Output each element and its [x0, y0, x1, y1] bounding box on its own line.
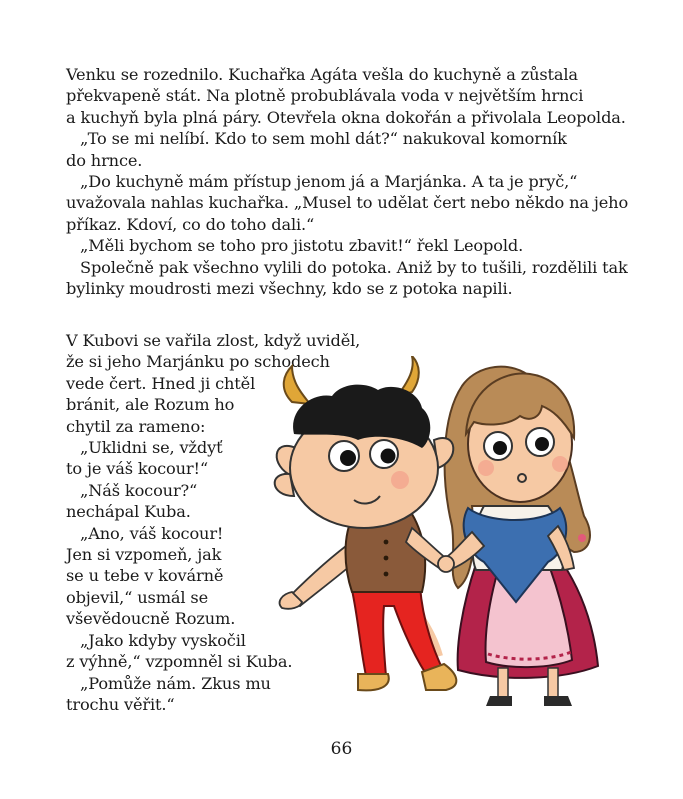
devil-shoe-left [358, 674, 389, 690]
text-line: vede čert. Hned ji chtěl [66, 373, 256, 393]
text-line: trochu věřit.“ [66, 694, 175, 714]
text-line: „Pomůže nám. Zkus mu [80, 673, 271, 693]
text-line: a kuchyň byla plná páry. Otevřela okna dokořán a přivolala Leopolda. [66, 107, 626, 127]
page-number: 66 [330, 739, 353, 759]
text-line: bylinky moudrosti mezi všechny, kdo se z potoka napili. [66, 279, 513, 299]
devil-pupil-right [381, 449, 396, 464]
joined-hands [438, 556, 454, 572]
devil-boy-figure [275, 356, 457, 690]
devil-horn-left [284, 366, 310, 404]
girl-figure [442, 367, 598, 706]
devil-boy-and-girl-illustration [262, 356, 632, 712]
text-line: „Měli bychom se toho pro jistotu zbavit!“ řekl Leopold. [80, 236, 524, 256]
girl-cheek-right [552, 456, 568, 472]
girl-shoe-left [486, 696, 512, 706]
text-line: „Ano, váš kocour! [80, 523, 224, 543]
vest-button-3 [384, 572, 389, 577]
text-line: bránit, ale Rozum ho [66, 395, 235, 415]
girl-leg-left [498, 668, 508, 698]
text-line: chytil za rameno: [66, 416, 206, 436]
vest-button-1 [384, 540, 389, 545]
text-line: V Kubovi se vařila zlost, když uviděl, [66, 331, 361, 350]
text-line: nechápal Kuba. [66, 502, 191, 522]
girl-leg-right [548, 668, 558, 698]
text-line: Společně pak všechno vylili do potoka. Aniž by to tušili, rozdělili tak [80, 257, 628, 277]
devil-trousers [352, 586, 442, 676]
paragraph-block-top [66, 64, 629, 299]
girl-braid-tie [578, 534, 586, 542]
text-line: vševědoucně Rozum. [66, 609, 236, 629]
girl-pupil-left [493, 441, 507, 455]
text-line: objevil,“ usmál se [66, 587, 209, 607]
girl-cheek-left [478, 460, 494, 476]
text-line: Venku se rozednilo. Kuchařka Agáta vešla do kuchyně a zůstala [66, 65, 578, 84]
text-line: překvapeně stát. Na plotně probublávala voda v největším hrnci [66, 86, 584, 106]
girl-pupil-right [535, 437, 549, 451]
text-line: „Jako kdyby vyskočil [80, 630, 246, 650]
text-line: „Náš kocour?“ [80, 480, 198, 500]
text-line: to je váš kocour!“ [66, 459, 208, 479]
text-line: do hrnce. [66, 150, 143, 170]
text-line: uvažovala nahlas kuchařka. „Musel to udělat čert nebo někdo na jeho [66, 193, 629, 213]
girl-shoe-right [544, 696, 572, 706]
devil-cheek [391, 471, 409, 489]
text-line: „Do kuchyně mám přístup jenom já a Marjánka. A ta je pryč,“ [80, 172, 578, 192]
text-line: se u tebe v kovárně [66, 566, 224, 586]
text-line: z výhně,“ vzpomněl si Kuba. [66, 652, 293, 672]
text-line: Jen si vzpomeň, jak [66, 545, 222, 565]
devil-nose [275, 474, 294, 496]
devil-pupil-left [340, 450, 356, 466]
vest-button-2 [384, 556, 389, 561]
text-line: „To se mi nelíbí. Kdo to sem mohl dát?“ nakukoval komorník [80, 129, 567, 149]
text-line: „Uklidni se, vždyť [80, 438, 223, 458]
text-line: že si jeho Marjánku po schodech [66, 352, 330, 372]
text-line: příkaz. Kdoví, co do toho dali.“ [66, 214, 315, 234]
